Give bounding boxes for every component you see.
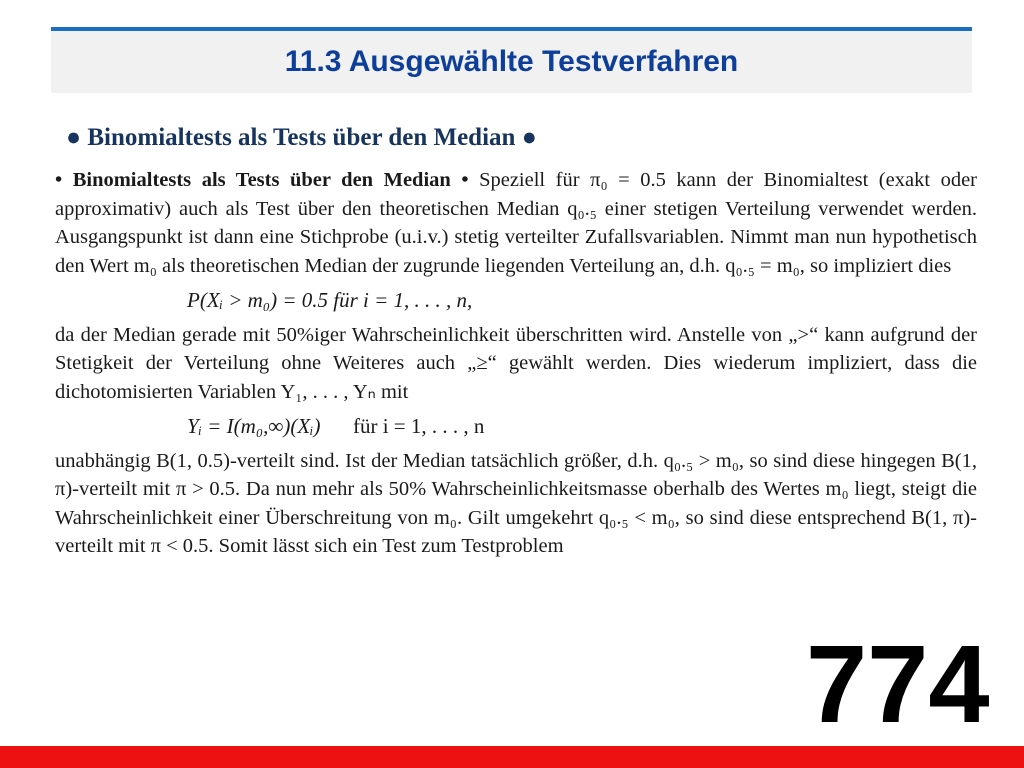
equation-2-right: für i = 1, . . . , n xyxy=(352,414,485,438)
paragraph-1-text: Speziell für π₀ = 0.5 kann der Binomialtest (exakt oder approximativ) auch als Test über den theoretischen Median q₀.₅ einer stetigen Verteilung verwendet werden. Ausgangspunkt ist dann eine Stichprobe (u.i.v.) stetig verteilter Zufallsvariablen. Nimmt man nun hypothetisch den Wert m₀ als theoretischen Median der zugrunde liegenden Verteilung an, d.h. q₀.₅ = m₀, so impliziert dies xyxy=(55,169,977,277)
paragraph-3: unabhängig B(1, 0.5)-verteilt sind. Ist der Median tatsächlich größer, d.h. q₀.₅ > m₀, so sind diese hingegen B(1, π)-verteilt mit π > 0.5. Da nun mehr als 50% Wahrscheinlichkeitsmasse oberhalb des Wertes m₀ liegt, steigt die Wahrscheinlichkeit einer Überschreitung von m₀. Gilt umgekehrt q₀.₅ < m₀, so sind diese entsprechend B(1, π)-verteilt mit π < 0.5. Somit lässt sich ein Test zum Testproblem xyxy=(55,449,977,557)
subtitle-text: Binomialtests als Tests über den Median xyxy=(87,124,516,151)
equation-2 xyxy=(55,412,977,441)
bullet-right-icon: ● xyxy=(521,124,537,151)
slide-header xyxy=(51,27,972,93)
intro-heading: • Binomialtests als Tests über den Median • xyxy=(55,169,469,191)
equation-2-left: Yᵢ = I(m₀,∞)(Xᵢ) xyxy=(187,414,321,438)
footer-bar xyxy=(0,746,1024,768)
slide-title: 11.3 Ausgewählte Testverfahren xyxy=(284,45,739,78)
paragraph-1 xyxy=(55,166,977,280)
section-subtitle xyxy=(66,124,537,152)
paragraph-2: da der Median gerade mit 50%iger Wahrscheinlichkeit überschritten wird. Anstelle von „>“ kann aufgrund der Stetigkeit der Verteilung ohne Weiteres auch „≥“ gewählt werden. Dies wiederum impliziert, dass die dichotomisierten Variablen Y₁, . . . , Yₙ mit xyxy=(55,323,977,403)
text-excerpt xyxy=(55,166,977,561)
slide-number: 774 xyxy=(806,623,990,746)
equation-1-text: P(Xᵢ > m₀) = 0.5 für i = 1, . . . , n, xyxy=(187,288,473,312)
equation-1 xyxy=(55,286,977,315)
bullet-left-icon: ● xyxy=(66,124,82,151)
header-accent-rule xyxy=(51,27,972,31)
